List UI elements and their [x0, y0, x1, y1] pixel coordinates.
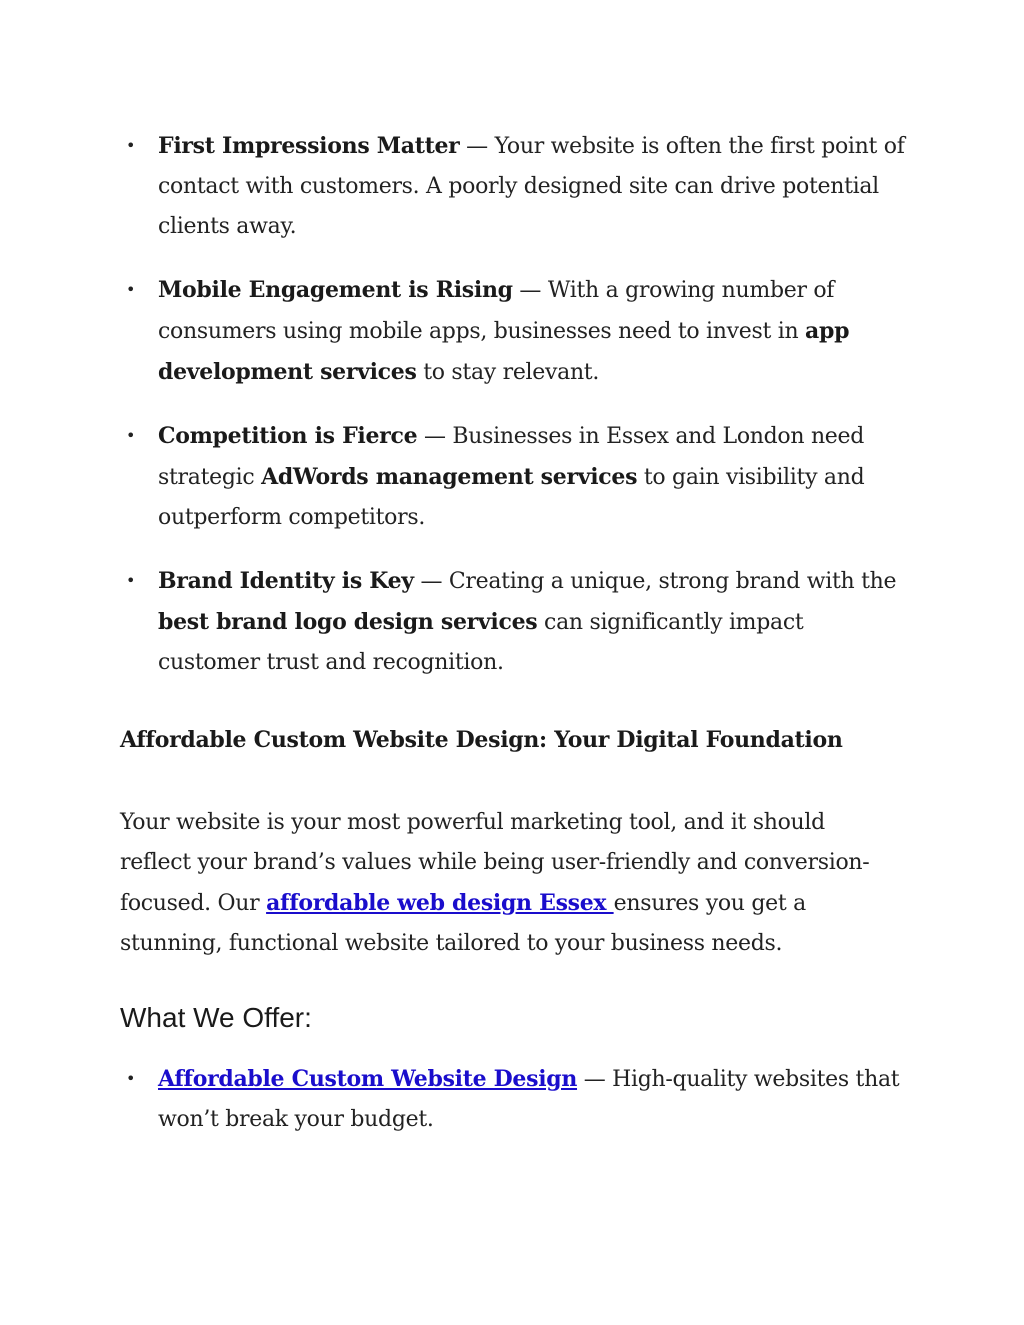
- custom-website-design-link[interactable]: Affordable Custom Website Design: [158, 1066, 578, 1092]
- section-heading: Affordable Custom Website Design: Your Digital Foundation: [120, 727, 843, 753]
- item-text: Your website is often the first point of contact with customers. A poorly designed site can drive potential clients away.: [158, 134, 905, 239]
- item-separator: —: [459, 134, 495, 159]
- reasons-list: [120, 126, 910, 706]
- item-text: Creating a unique, strong brand with the: [448, 569, 897, 594]
- web-design-essex-link[interactable]: affordable web design Essex: [266, 890, 614, 916]
- item-title: Mobile Engagement is Rising: [158, 277, 513, 303]
- bullet-icon: •: [126, 1069, 136, 1088]
- list-item: [120, 416, 910, 538]
- item-title: First Impressions Matter: [158, 133, 460, 159]
- offer-heading: What We Offer:: [120, 1002, 312, 1033]
- item-separator: —: [413, 569, 449, 594]
- offer-list: [120, 1059, 910, 1140]
- paragraph-text: Your website is your most powerful marketing tool, and it should reflect your brand’s values while being user-friendly and conversion-focused. Our: [120, 810, 870, 916]
- bullet-icon: •: [126, 426, 136, 445]
- item-text-end: can significantly impact customer trust and recognition.: [158, 610, 804, 675]
- item-separator: —: [512, 278, 548, 303]
- item-text: Businesses in Essex and London need strategic: [158, 424, 865, 490]
- item-title: Brand Identity is Key: [158, 568, 414, 594]
- list-item: [120, 126, 910, 247]
- item-separator: —: [577, 1067, 613, 1092]
- item-text-end: to gain visibility and outperform competitors.: [158, 465, 865, 530]
- item-text: With a growing number of consumers using mobile apps, businesses need to invest in: [158, 278, 835, 344]
- item-emphasis: best brand logo design services: [158, 609, 538, 635]
- list-item: [120, 1059, 910, 1140]
- bullet-icon: •: [126, 136, 136, 155]
- item-separator: —: [417, 424, 453, 449]
- bullet-icon: •: [126, 571, 136, 590]
- item-text-end: to stay relevant.: [416, 360, 600, 385]
- item-text: High-quality websites that won’t break your budget.: [158, 1067, 900, 1132]
- item-emphasis: AdWords management services: [261, 464, 638, 490]
- item-emphasis: app development services: [158, 318, 850, 385]
- paragraph-text-end: ensures you get a stunning, functional website tailored to your business needs.: [120, 891, 806, 956]
- intro-paragraph: [120, 803, 900, 964]
- bullet-icon: •: [126, 280, 136, 299]
- list-item: [120, 270, 910, 393]
- item-title: Competition is Fierce: [158, 423, 418, 449]
- list-item: [120, 561, 910, 683]
